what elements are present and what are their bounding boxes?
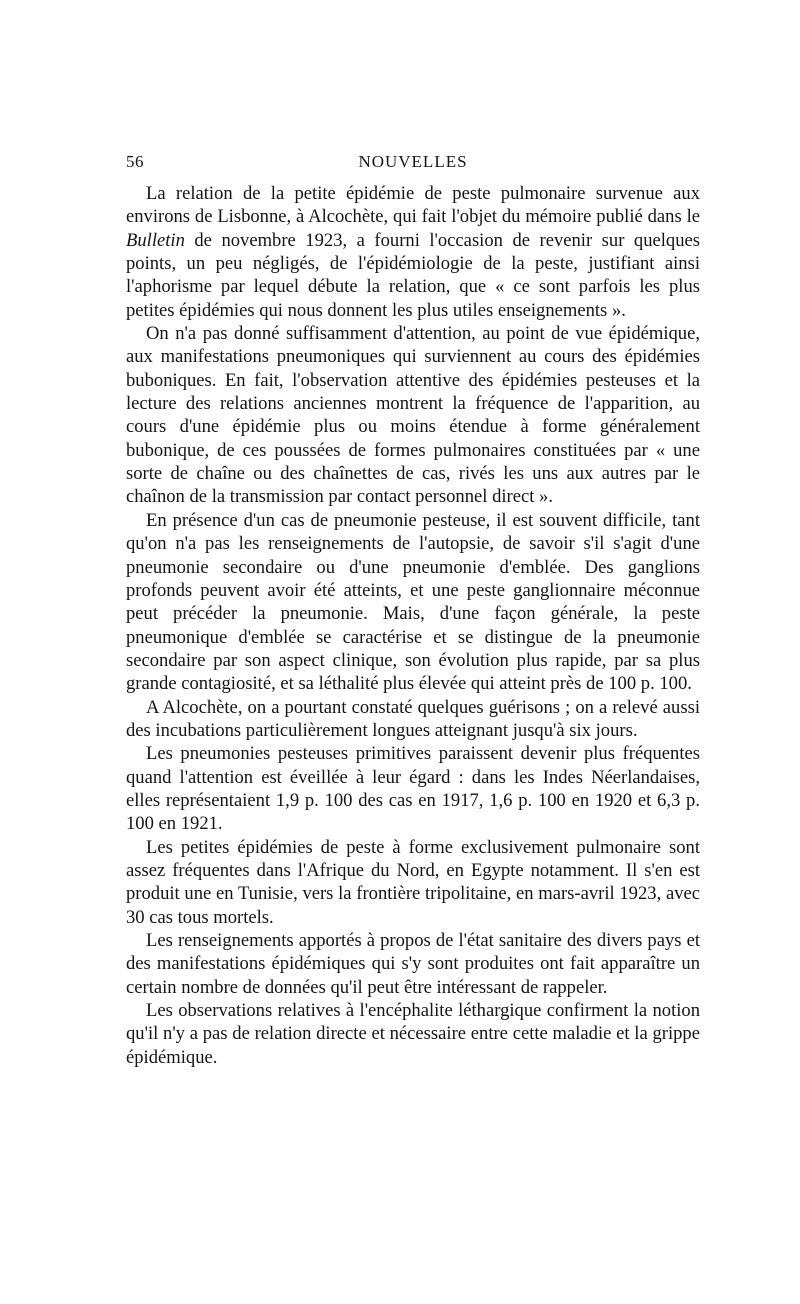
paragraph-text: de novembre 1923, a fourni l'occasion de revenir sur quelques points, un peu négligés, de l'épidémiologie de la peste, justifiant ainsi l'aphorisme par lequel débute la relation, que « ce sont parfois les plus petites épidémies qui nous donnent les plus utiles enseignements ». (126, 229, 700, 321)
paragraph-encephalitis: Les observations relatives à l'encéphalite léthargique confirment la notion qu'il n'y a pas de relation directe et nécessaire entre cette maladie et la grippe épidémique. (126, 1000, 700, 1068)
body-text (126, 182, 700, 1069)
paragraph-recoveries: A Alcochète, on a pourtant constaté quelques guérisons ; on a relevé aussi des incubations particulièrement longues atteignant jusqu'à six jours. (126, 696, 700, 741)
paragraph-text: La relation de la petite épidémie de peste pulmonaire survenue aux environs de Lisbonne, à Alcochète, qui fait l'objet du mémoire publié dans le (126, 183, 700, 228)
bulletin-title: Bulletin (126, 229, 185, 251)
paragraph-pneumonic-manifestations: On n'a pas donné suffisamment d'attention, au point de vue épidémique, aux manifestations pneumoniques qui surviennent au cours des épidémies buboniques. En fait, l'observation attentive des épidémies pesteuses et la lecture des relations anciennes montrent la fréquence de l'apparition, au cours d'une épidémie plus ou moins étendue à forme généralement bubonique, de ces poussées de formes pulmonaires constituées par « une sorte de chaîne ou des chaînettes de cas, rivés les uns aux autres par le chaînon de la transmission par contact personnel direct ». (126, 323, 700, 508)
section-title: NOUVELLES (358, 152, 468, 171)
running-head (126, 152, 700, 182)
paragraph-alcochete-intro (126, 182, 700, 322)
paragraph-sanitary-state: Les renseignements apportés à propos de l'état sanitaire des divers pays et des manifestations épidémiques qui s'y sont produites ont fait apparaître un certain nombre de données qu'il peut être intéressant de rappeler. (126, 930, 700, 998)
page-number: 56 (126, 152, 144, 171)
paragraph-diagnosis: En présence d'un cas de pneumonie pesteuse, il est souvent difficile, tant qu'on n'a pas les renseignements de l'autopsie, de savoir s'il s'agit d'une pneumonie secondaire ou d'une pneumonie d'emblée. Des ganglions profonds peuvent avoir été atteints, et une peste ganglionnaire méconnue peut précéder la pneumonie. Mais, d'une façon générale, la peste pneumonique d'emblée se caractérise et se distingue de la pneumonie secondaire par son aspect clinique, son évolution plus rapide, par sa plus grande contagiosité, et sa léthalité plus élevée qui atteint près de 100 p. 100. (126, 509, 700, 695)
paragraph-north-africa: Les petites épidémies de peste à forme exclusivement pulmonaire sont assez fréquentes dans l'Afrique du Nord, en Egypte notamment. Il s'en est produit une en Tunisie, vers la frontière tripolitaine, en mars-avril 1923, avec 30 cas tous mortels. (126, 836, 700, 928)
journal-page (126, 152, 700, 1069)
paragraph-primary-pneumonias: Les pneumonies pesteuses primitives paraissent devenir plus fréquentes quand l'attention est éveillée à leur égard : dans les Indes Néerlandaises, elles représentaient 1,9 p. 100 des cas en 1917, 1,6 p. 100 en 1920 et 6,3 p. 100 en 1921. (126, 743, 700, 835)
